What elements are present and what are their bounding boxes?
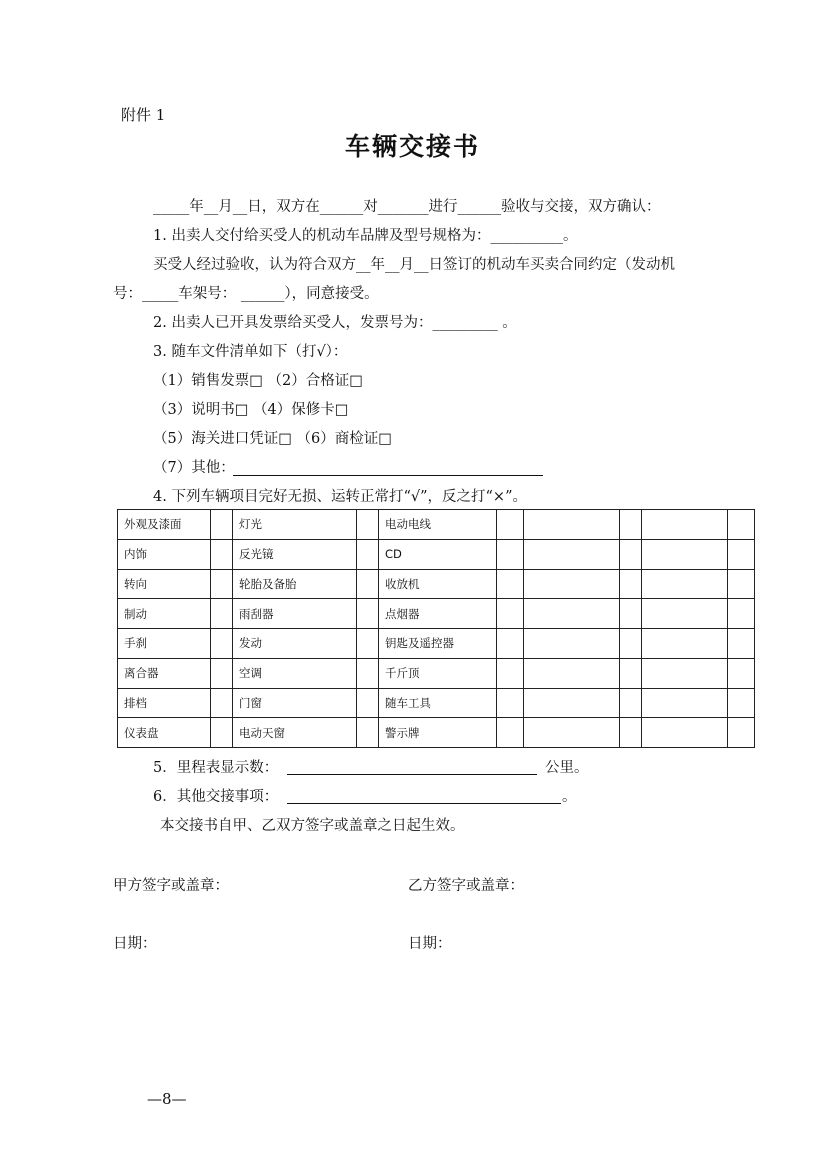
document-list-row: （5）海关进口凭证□ （6）商检证□ <box>153 431 392 447</box>
checklist-item-label: 轮胎及备胎 <box>233 569 357 599</box>
checklist-row <box>118 599 755 629</box>
item-6-end: 。 <box>562 789 577 805</box>
checklist-mark-cell[interactable] <box>497 569 524 599</box>
checklist-item-label <box>642 629 728 659</box>
checklist-mark-cell[interactable] <box>497 688 524 718</box>
checklist-mark-cell[interactable] <box>497 629 524 659</box>
checklist-mark-cell[interactable] <box>620 599 642 629</box>
checklist-row <box>118 569 755 599</box>
checklist-item-label <box>642 718 728 748</box>
party-a-signature: 甲方签字或盖章： <box>113 878 229 894</box>
checklist-row <box>118 688 755 718</box>
item-1-brand-model: 1. 出卖人交付给买受人的机动车品牌及型号规格为：__________。 <box>153 228 578 244</box>
checklist-item-label <box>524 510 620 540</box>
checklist-item-label: 内饰 <box>118 539 211 569</box>
checklist-item-label: 收放机 <box>379 569 497 599</box>
checklist-mark-cell[interactable] <box>497 599 524 629</box>
checklist-mark-cell[interactable] <box>211 688 233 718</box>
checklist-item-label: 雨刮器 <box>233 599 357 629</box>
odometer-blank-line <box>287 774 537 775</box>
checklist-item-label <box>524 688 620 718</box>
checklist-item-label: 钥匙及遥控器 <box>379 629 497 659</box>
checklist-mark-cell[interactable] <box>357 539 379 569</box>
checklist-row <box>118 658 755 688</box>
checklist-item-label: 转向 <box>118 569 211 599</box>
checklist-item-label <box>524 599 620 629</box>
checklist-mark-cell[interactable] <box>357 688 379 718</box>
checklist-item-label: 仪表盘 <box>118 718 211 748</box>
checklist-mark-cell[interactable] <box>357 569 379 599</box>
checklist-item-label <box>642 539 728 569</box>
checklist-row <box>118 510 755 540</box>
checklist-row <box>118 539 755 569</box>
checklist-mark-cell[interactable] <box>620 629 642 659</box>
document-list-row: （3）说明书□ （4）保修卡□ <box>153 402 349 418</box>
checklist-mark-cell[interactable] <box>728 599 755 629</box>
checklist-row <box>118 629 755 659</box>
checklist-item-label <box>642 510 728 540</box>
page-number: —8— <box>147 1090 187 1108</box>
checklist-mark-cell[interactable] <box>728 629 755 659</box>
checklist-mark-cell[interactable] <box>497 718 524 748</box>
other-blank-line <box>233 475 543 476</box>
checklist-mark-cell[interactable] <box>728 510 755 540</box>
intro-line: _____年__月__日，双方在______对_______进行______验收与交接，双方确认： <box>153 199 661 215</box>
effective-clause: 本交接书自甲、乙双方签字或盖章之日起生效。 <box>160 818 465 834</box>
checklist-item-label <box>642 569 728 599</box>
checklist-mark-cell[interactable] <box>211 539 233 569</box>
checklist-item-label: 随车工具 <box>379 688 497 718</box>
checklist-mark-cell[interactable] <box>620 539 642 569</box>
checklist-mark-cell[interactable] <box>620 688 642 718</box>
checklist-item-label: 电动天窗 <box>233 718 357 748</box>
checklist-mark-cell[interactable] <box>620 510 642 540</box>
item-1-acceptance: 买受人经过验收，认为符合双方__年__月__日签订的机动车买卖合同约定（发动机 <box>153 257 675 273</box>
checklist-mark-cell[interactable] <box>211 510 233 540</box>
checklist-item-label <box>642 599 728 629</box>
checklist-row <box>118 718 755 748</box>
checklist-mark-cell[interactable] <box>211 629 233 659</box>
checklist-mark-cell[interactable] <box>357 718 379 748</box>
checklist-item-label: 排档 <box>118 688 211 718</box>
checklist-mark-cell[interactable] <box>211 569 233 599</box>
vehicle-checklist-table <box>117 509 755 748</box>
item-5-odometer: 5．里程表显示数： <box>153 760 279 776</box>
checklist-item-label: 手刹 <box>118 629 211 659</box>
document-title: 车辆交接书 <box>345 132 481 161</box>
checklist-item-label <box>642 658 728 688</box>
party-a-date: 日期： <box>113 936 157 952</box>
party-b-signature: 乙方签字或盖章： <box>408 878 524 894</box>
checklist-mark-cell[interactable] <box>728 688 755 718</box>
checklist-mark-cell[interactable] <box>728 718 755 748</box>
checklist-mark-cell[interactable] <box>357 629 379 659</box>
checklist-mark-cell[interactable] <box>620 569 642 599</box>
checklist-mark-cell[interactable] <box>497 510 524 540</box>
checklist-item-label: 点烟器 <box>379 599 497 629</box>
other-matters-blank-line <box>287 803 561 804</box>
document-list-other: （7）其他： <box>153 460 235 476</box>
checklist-item-label <box>524 658 620 688</box>
checklist-mark-cell[interactable] <box>357 658 379 688</box>
checklist-mark-cell[interactable] <box>357 599 379 629</box>
checklist-mark-cell[interactable] <box>211 718 233 748</box>
item-2-invoice: 2. 出卖人已开具发票给买受人，发票号为：_________ 。 <box>153 315 517 331</box>
checklist-item-label: 外观及漆面 <box>118 510 211 540</box>
odometer-unit: 公里。 <box>545 760 589 776</box>
checklist-mark-cell[interactable] <box>497 539 524 569</box>
document-list-row: （1）销售发票□ （2）合格证□ <box>153 373 363 389</box>
checklist-item-label <box>524 569 620 599</box>
checklist-item-label: 千斤顶 <box>379 658 497 688</box>
checklist-mark-cell[interactable] <box>728 539 755 569</box>
checklist-item-label: 离合器 <box>118 658 211 688</box>
item-6-other-matters: 6．其他交接事项： <box>153 789 279 805</box>
checklist-mark-cell[interactable] <box>497 658 524 688</box>
checklist-item-label: CD <box>379 539 497 569</box>
item-4-checklist-header: 4. 下列车辆项目完好无损、运转正常打“√”，反之打“×”。 <box>153 489 527 505</box>
attachment-label: 附件 1 <box>121 106 166 124</box>
checklist-item-label: 灯光 <box>233 510 357 540</box>
checklist-item-label: 发动 <box>233 629 357 659</box>
item-1-engine-frame: 号：_____车架号： ______），同意接受。 <box>113 286 379 302</box>
checklist-item-label <box>642 688 728 718</box>
checklist-mark-cell[interactable] <box>728 658 755 688</box>
checklist-item-label <box>524 718 620 748</box>
checklist-item-label: 反光镜 <box>233 539 357 569</box>
party-b-date: 日期： <box>408 936 452 952</box>
checklist-item-label: 制动 <box>118 599 211 629</box>
checklist-item-label <box>524 629 620 659</box>
checklist-mark-cell[interactable] <box>211 658 233 688</box>
checklist-mark-cell[interactable] <box>620 718 642 748</box>
checklist-item-label <box>524 539 620 569</box>
checklist-item-label: 空调 <box>233 658 357 688</box>
checklist-item-label: 门窗 <box>233 688 357 718</box>
checklist-item-label: 警示牌 <box>379 718 497 748</box>
checklist-item-label: 电动电线 <box>379 510 497 540</box>
item-3-documents-header: 3. 随车文件清单如下（打√）： <box>153 344 348 360</box>
checklist-mark-cell[interactable] <box>728 569 755 599</box>
checklist-mark-cell[interactable] <box>357 510 379 540</box>
checklist-mark-cell[interactable] <box>211 599 233 629</box>
checklist-mark-cell[interactable] <box>620 658 642 688</box>
